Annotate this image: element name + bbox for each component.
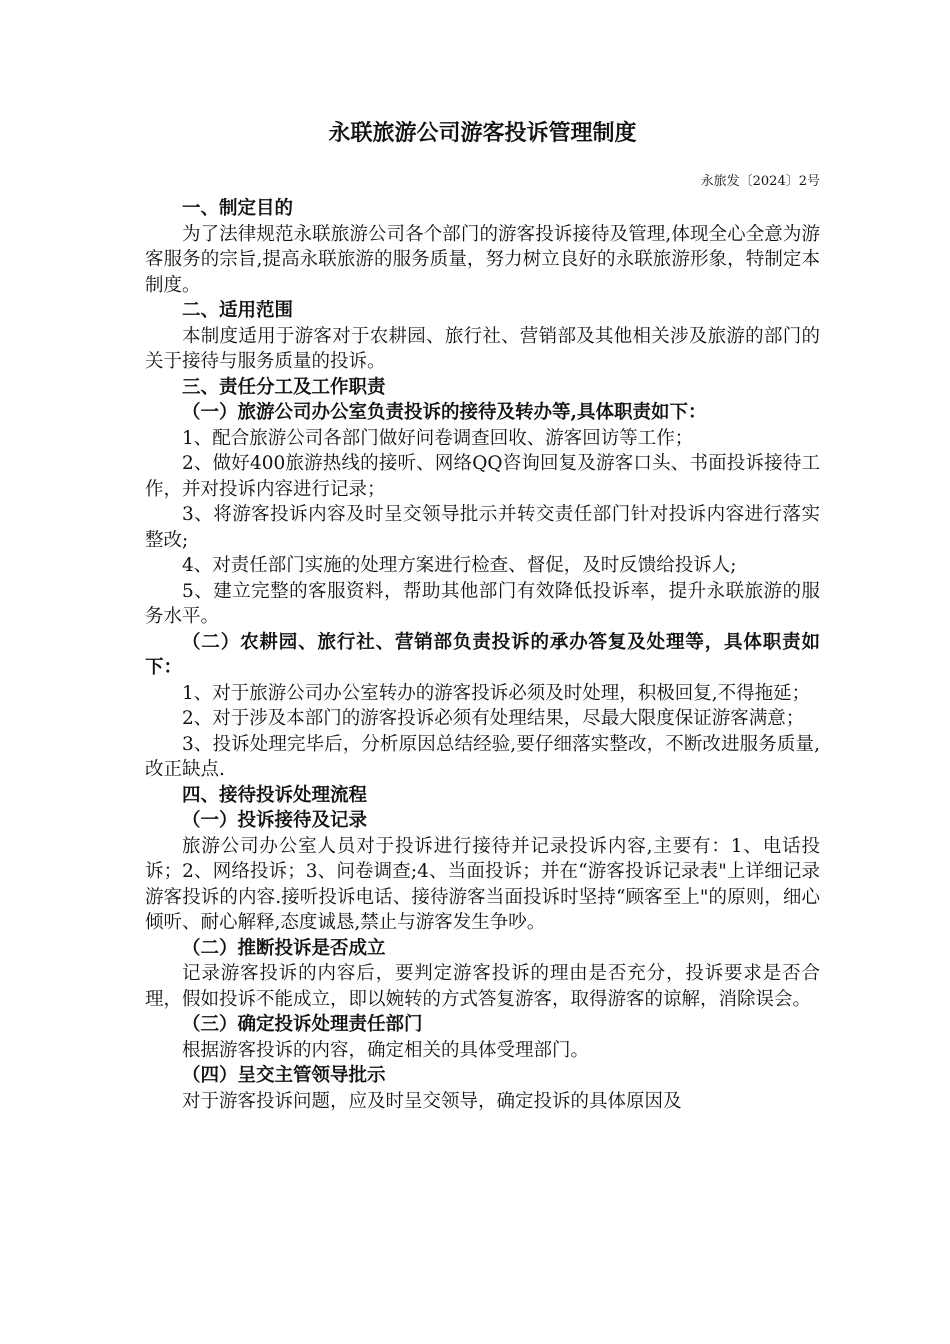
section-heading: 四、接待投诉处理流程 <box>182 784 368 806</box>
subsection-heading: （三）确定投诉处理责任部门 <box>182 1014 423 1035</box>
document-body <box>145 196 820 1114</box>
subsection-heading: （一）投诉接待及记录 <box>182 810 368 831</box>
subsection-heading: （二）农耕园、旅行社、营销部负责投诉的承办答复及处理等，具体职责如下： <box>145 631 820 678</box>
body-paragraph: 根据游客投诉的内容，确定相关的具体受理部门。 <box>182 1039 590 1061</box>
document-title: 永联旅游公司游客投诉管理制度 <box>328 120 637 146</box>
body-paragraph: 3、将游客投诉内容及时呈交领导批示并转交责任部门针对投诉内容进行落实整改; <box>145 504 820 551</box>
body-paragraph: 5、建立完整的客服资料，帮助其他部门有效降低投诉率，提升永联旅游的服务水平。 <box>145 580 820 627</box>
body-paragraph: 记录游客投诉的内容后，要判定游客投诉的理由是否充分，投诉要求是否合理，假如投诉不能成立，即以婉转的方式答复游客，取得游客的谅解，消除误会。 <box>145 963 820 1010</box>
section-heading: 二、适用范围 <box>182 300 294 321</box>
body-paragraph: 旅游公司办公室人员对于投诉进行接待并记录投诉内容,主要有：1、电话投诉；2、网络投诉；3、问卷调查;4、当面投诉；并在“游客投诉记录表"上详细记录游客投诉的内容.接听投诉电话、接待游客当面投诉时坚持“顾客至上"的原则，细心倾听、耐心解释,态度诚恳,禁止与游客发生争吵。 <box>145 835 820 933</box>
section-heading: 一、制定目的 <box>182 198 294 219</box>
body-paragraph: 2、对于涉及本部门的游客投诉必须有处理结果，尽最大限度保证游客满意； <box>182 708 805 729</box>
body-paragraph: 为了法律规范永联旅游公司各个部门的游客投诉接待及管理,体现全心全意为游客服务的宗旨,提高永联旅游的服务质量，努力树立良好的永联旅游形象，特制定本制度。 <box>145 223 820 296</box>
body-paragraph: 1、配合旅游公司各部门做好问卷调查回收、游客回访等工作； <box>182 427 694 449</box>
body-paragraph: 对于游客投诉问题，应及时呈交领导，确定投诉的具体原因及 <box>182 1090 682 1112</box>
subsection-heading: （四）呈交主管领导批示 <box>182 1065 386 1086</box>
body-paragraph: 2、做好400旅游热线的接听、网络QQ咨询回复及游客口头、书面投诉接待工作，并对投诉内容进行记录； <box>145 453 820 500</box>
subsection-heading: （二）推断投诉是否成立 <box>182 937 386 959</box>
subsection-heading: （一）旅游公司办公室负责投诉的接待及转办等,具体职责如下： <box>182 402 707 423</box>
body-paragraph: 1、对于旅游公司办公室转办的游客投诉必须及时处理，积极回复,不得拖延； <box>182 682 811 704</box>
document-number: 永旅发〔2024〕2号 <box>700 174 820 189</box>
body-paragraph: 3、投诉处理完毕后，分析原因总结经验,要仔细落实整改，不断改进服务质量,改正缺点. <box>145 733 820 780</box>
section-heading: 三、责任分工及工作职责 <box>182 376 386 398</box>
body-paragraph: 本制度适用于游客对于农耕园、旅行社、营销部及其他相关涉及旅游的部门的关于接待与服务质量的投诉。 <box>145 325 820 372</box>
body-paragraph: 4、对责任部门实施的处理方案进行检查、督促，及时反馈给投诉人; <box>182 555 737 576</box>
